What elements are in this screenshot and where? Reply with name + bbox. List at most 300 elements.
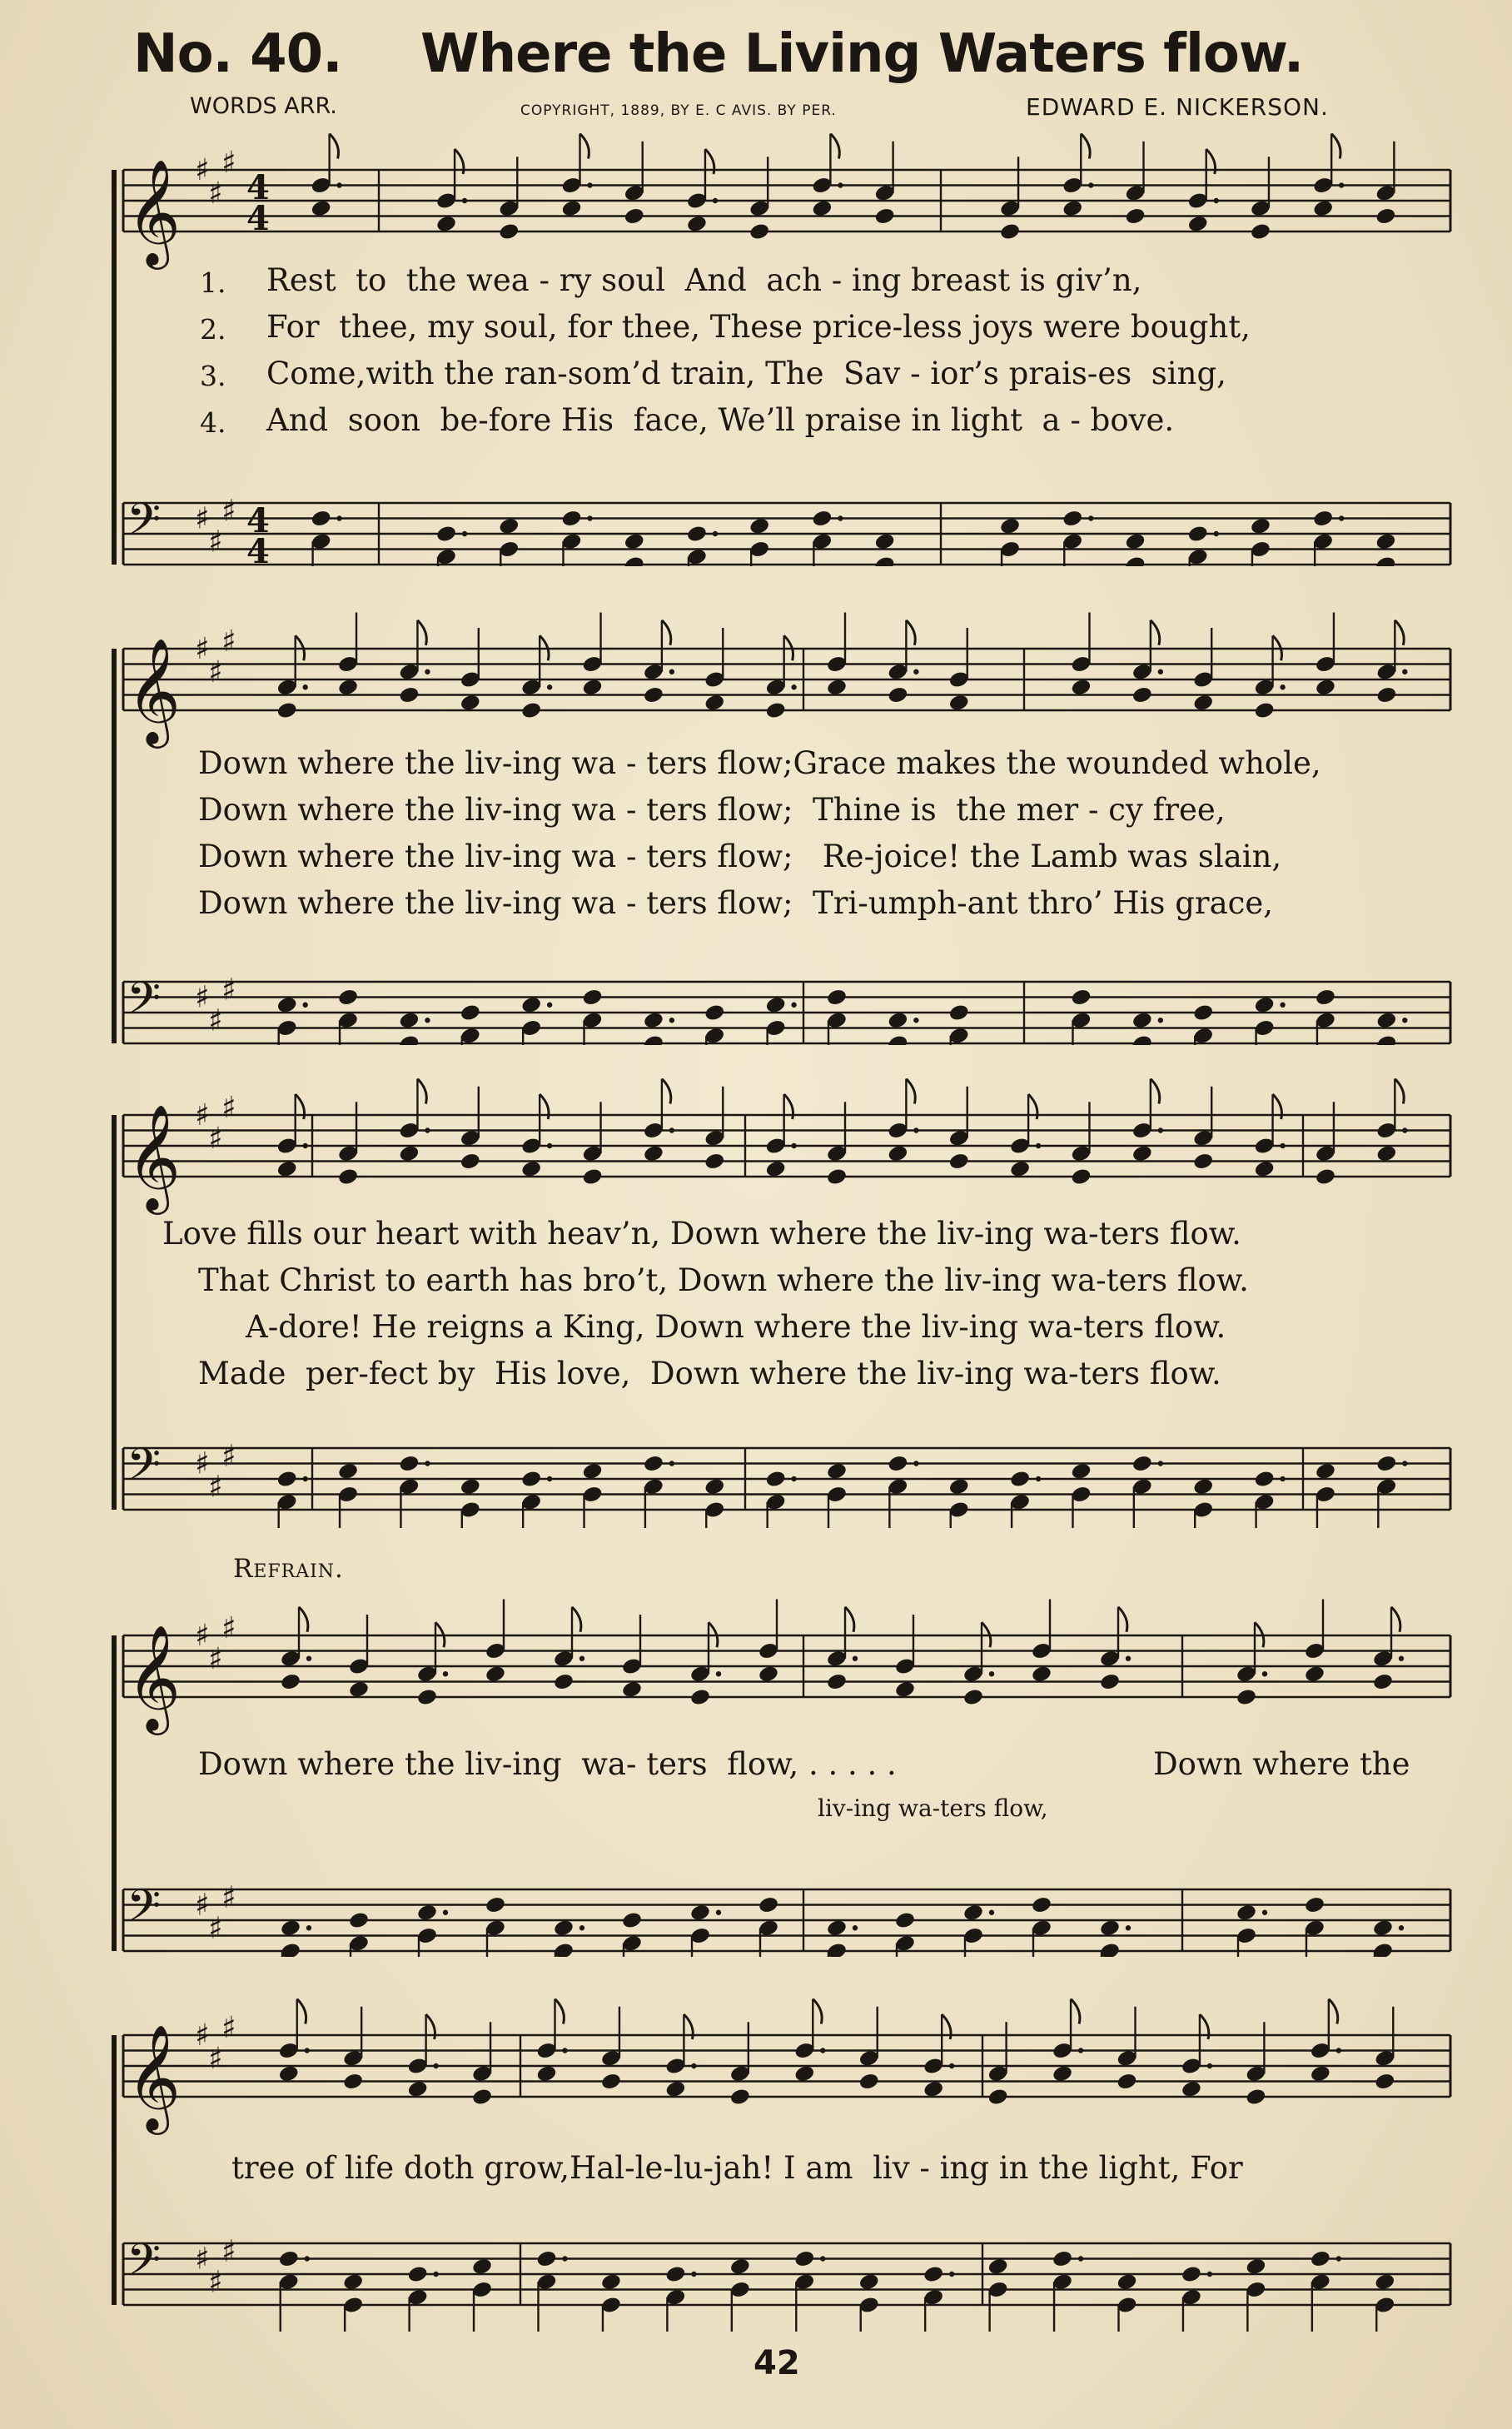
note-head	[1312, 509, 1334, 528]
note-head	[1070, 1461, 1092, 1481]
note-head	[729, 2088, 751, 2107]
dot	[913, 1461, 918, 1466]
note-head	[460, 693, 481, 712]
sharp-icon: ♯	[208, 525, 223, 560]
note-head	[485, 1895, 506, 1914]
treble-clef-icon: 𝄞	[127, 1103, 182, 1210]
dot	[425, 1461, 430, 1466]
dot	[1078, 2256, 1083, 2261]
dot	[791, 1003, 796, 1008]
dot	[1402, 1018, 1407, 1023]
dot	[1336, 2048, 1341, 2053]
note-head	[1052, 2064, 1073, 2083]
note-head	[337, 1461, 359, 1481]
note-head	[1052, 2249, 1073, 2268]
score-staves	[0, 1078, 1512, 1528]
dot	[913, 1018, 918, 1023]
note-head	[1031, 1665, 1052, 1684]
note-head	[1310, 2249, 1331, 2268]
note-head	[858, 2072, 880, 2091]
note-head	[1116, 2272, 1137, 2292]
note-flag	[1331, 134, 1340, 159]
time-signature: 4	[246, 168, 270, 207]
dot	[1402, 669, 1407, 674]
dot	[820, 2048, 825, 2053]
note-head	[643, 1144, 664, 1163]
note-head	[337, 678, 359, 697]
note-head	[729, 2257, 751, 2276]
dot	[1088, 515, 1093, 520]
note-head	[624, 207, 645, 226]
note-head	[498, 516, 520, 535]
note-head	[987, 2257, 1009, 2276]
dot	[1402, 1127, 1407, 1132]
note-head	[758, 1895, 779, 1914]
dot	[302, 1003, 307, 1008]
dot	[1262, 1910, 1267, 1915]
dot	[1262, 1671, 1267, 1676]
note-head	[560, 199, 582, 218]
note-head	[460, 1003, 481, 1023]
sharp-icon: ♯	[221, 1090, 236, 1125]
dot	[1399, 1656, 1404, 1661]
note-head	[643, 1011, 664, 1030]
note-head	[1062, 509, 1083, 528]
lyric-line: That Christ to earth has bro’t, Down where the liv-ing wa-ters flow.	[198, 1262, 1249, 1298]
note-head	[894, 1911, 916, 1930]
dot	[1280, 1143, 1285, 1148]
dot	[1207, 2063, 1212, 2068]
dot	[716, 1671, 721, 1676]
dot	[1126, 1925, 1131, 1930]
dot	[336, 515, 341, 520]
sharp-icon: ♯	[221, 494, 236, 529]
system-brace	[112, 1115, 117, 1510]
dot	[425, 1018, 430, 1023]
sharp-icon: ♯	[208, 1003, 223, 1038]
note-flag	[830, 134, 839, 159]
note-head	[278, 2249, 300, 2268]
dot	[587, 515, 592, 520]
dot	[1339, 182, 1344, 187]
note-flag	[580, 134, 589, 159]
music-system-2	[0, 612, 1512, 1045]
note-head	[1070, 988, 1092, 1007]
dot	[443, 1910, 448, 1915]
sharp-icon: ♯	[221, 973, 236, 1008]
note-flag	[1391, 1607, 1400, 1632]
note-head	[520, 1470, 542, 1489]
treble-clef-icon: 𝄞	[127, 2023, 182, 2130]
note-head	[749, 222, 770, 241]
dot	[1158, 669, 1163, 674]
note-head	[1124, 207, 1146, 226]
note-head	[471, 2257, 493, 2276]
note-head	[435, 525, 457, 544]
dot	[1207, 2272, 1212, 2277]
note-head	[311, 199, 332, 218]
note-head	[887, 1454, 908, 1473]
lyric-line: Down where the liv-ing wa - ters flow; Thine is the mer - cy free,	[198, 792, 1226, 828]
note-head	[1132, 1011, 1153, 1030]
sharp-icon: ♯	[195, 980, 210, 1015]
hymn-title: Where the Living Waters flow.	[420, 23, 1304, 85]
dot	[791, 684, 796, 689]
lyric-line: And soon be-fore His face, We’ll praise in light a - bove.	[266, 402, 1175, 438]
dot	[302, 684, 307, 689]
lyric-line: Down where the	[1153, 1746, 1410, 1782]
note-head	[1192, 693, 1214, 712]
note-head	[407, 2265, 429, 2284]
note-head	[1315, 678, 1336, 697]
note-flag	[662, 620, 671, 645]
note-flag	[330, 134, 339, 159]
dot	[820, 2256, 825, 2261]
note-flag	[299, 1607, 308, 1632]
lyric-line: Come,with the ran-som’d train, The Sav - ior’s prais-es sing,	[266, 356, 1226, 391]
system-brace	[112, 649, 117, 1043]
note-head	[337, 988, 359, 1007]
note-flag	[1151, 620, 1160, 645]
dot	[853, 1925, 858, 1930]
note-head	[826, 1461, 848, 1481]
note-head	[962, 1903, 984, 1922]
lyric-line: tree of life doth grow,Hal-le-lu-jah! I am liv - ing in the light, For	[231, 2150, 1243, 2186]
note-head	[643, 685, 664, 704]
dot	[913, 1127, 918, 1132]
note-head	[1375, 685, 1397, 704]
sharp-icon: ♯	[208, 1121, 223, 1156]
sharp-icon: ♯	[195, 1446, 210, 1481]
treble-clef-icon: 𝄞	[127, 1624, 182, 1730]
dot	[1078, 2048, 1083, 2053]
title-row	[133, 23, 1432, 98]
note-head	[948, 1003, 970, 1023]
note-head	[407, 2079, 429, 2098]
note-head	[1254, 995, 1276, 1014]
music-system-5	[0, 1998, 1512, 2332]
note-head	[1254, 1159, 1276, 1178]
note-head	[342, 2072, 364, 2091]
note-head	[342, 2272, 364, 2292]
note-head	[686, 525, 708, 544]
dot	[713, 531, 718, 536]
sharp-icon: ♯	[195, 153, 210, 187]
sharp-icon: ♯	[195, 632, 210, 666]
note-head	[280, 1919, 301, 1938]
note-head	[689, 1688, 711, 1707]
dot	[305, 2048, 310, 2053]
note-flag	[417, 1079, 426, 1104]
dot	[691, 2272, 696, 2277]
dot	[713, 198, 718, 203]
note-head	[1062, 199, 1083, 218]
note-head	[581, 988, 603, 1007]
dot	[791, 1143, 796, 1148]
bass-clef-icon: 𝄢	[127, 2235, 162, 2297]
treble-clef-icon: 𝄞	[127, 158, 182, 265]
note-head	[398, 1454, 420, 1473]
note-head	[498, 222, 520, 241]
dot	[302, 1143, 307, 1148]
dot	[547, 1003, 552, 1008]
note-head	[398, 685, 420, 704]
note-head	[1236, 1688, 1257, 1707]
words-credit: WORDS ARR.	[190, 93, 337, 119]
note-head	[1374, 2072, 1395, 2091]
dot	[1036, 1476, 1041, 1481]
sharp-icon: ♯	[221, 2234, 236, 2269]
note-head	[664, 2265, 686, 2284]
note-flag	[813, 1999, 822, 2024]
bass-clef-icon: 𝄢	[127, 495, 162, 557]
dot	[1214, 531, 1219, 536]
music-system-3	[0, 1078, 1512, 1528]
note-head	[600, 2272, 622, 2292]
sharp-icon: ♯	[208, 1911, 223, 1946]
verse-number: 4.	[200, 406, 226, 439]
note-head	[348, 1911, 370, 1930]
note-head	[826, 1672, 848, 1691]
note-head	[1132, 1454, 1153, 1473]
note-head	[643, 1454, 664, 1473]
note-flag	[572, 1607, 581, 1632]
note-head	[276, 995, 298, 1014]
note-head	[276, 701, 298, 720]
note-flag	[1118, 1607, 1127, 1632]
dot	[949, 2063, 954, 2068]
page-number: 42	[754, 2344, 800, 2382]
dot	[302, 1476, 307, 1481]
dot	[989, 1671, 994, 1676]
note-head	[749, 516, 770, 535]
note-head	[758, 1665, 779, 1684]
note-head	[621, 1911, 643, 1930]
note-head	[398, 1144, 420, 1163]
note-head	[520, 995, 542, 1014]
sharp-icon: ♯	[208, 2041, 223, 2076]
note-head	[923, 2079, 944, 2098]
lyric-line: Down where the liv-ing wa - ters flow;Grace makes the wounded whole,	[198, 745, 1321, 781]
note-head	[1187, 525, 1209, 544]
dot	[425, 669, 430, 674]
note-head	[416, 1688, 438, 1707]
note-head	[471, 2088, 493, 2107]
note-head	[1372, 1919, 1394, 1938]
sharp-icon: ♯	[195, 501, 210, 536]
dot	[691, 2063, 696, 2068]
lyric-line: Down where the liv-ing wa - ters flow; Re-joice! the Lamb was slain,	[198, 839, 1282, 874]
note-head	[1375, 1011, 1397, 1030]
note-head	[1375, 532, 1396, 551]
note-head	[765, 1159, 787, 1178]
note-head	[858, 2272, 880, 2292]
music-system-4	[0, 1599, 1512, 1957]
dot	[838, 515, 843, 520]
note-head	[1254, 1470, 1276, 1489]
dot	[1402, 1461, 1407, 1466]
dot	[1126, 1656, 1131, 1661]
verse-number: 2.	[200, 313, 226, 346]
note-head	[704, 1477, 725, 1496]
time-signature: 4	[246, 532, 270, 566]
note-head	[535, 2249, 557, 2268]
note-head	[1250, 222, 1271, 241]
note-head	[874, 207, 896, 226]
dot	[547, 684, 552, 689]
sharp-icon: ♯	[195, 2242, 210, 2277]
note-head	[560, 509, 582, 528]
note-head	[1245, 2088, 1266, 2107]
note-head	[1304, 1665, 1325, 1684]
note-flag	[555, 1999, 565, 2024]
note-head	[948, 693, 970, 712]
time-signature: 4	[246, 501, 270, 540]
note-head	[686, 214, 708, 233]
dot	[425, 1127, 430, 1132]
note-head	[1099, 1672, 1121, 1691]
dot	[336, 182, 341, 187]
dot	[306, 1656, 311, 1661]
sharp-icon: ♯	[221, 1610, 236, 1645]
verse-number: 3.	[200, 360, 226, 392]
note-head	[1132, 685, 1153, 704]
dot	[791, 1476, 796, 1481]
note-head	[276, 1159, 298, 1178]
score-staves	[0, 133, 1512, 566]
sharp-icon: ♯	[221, 1880, 236, 1915]
note-head	[811, 509, 833, 528]
note-head	[1245, 2257, 1266, 2276]
note-head	[1116, 2072, 1137, 2091]
dot	[1336, 2256, 1341, 2261]
bass-clef-icon: 𝄢	[127, 1440, 162, 1502]
dot	[1339, 515, 1344, 520]
note-head	[520, 701, 542, 720]
dot	[306, 1925, 311, 1930]
sharp-icon: ♯	[208, 176, 223, 211]
note-head	[435, 214, 457, 233]
hymn-number: No. 40.	[133, 23, 342, 85]
note-head	[793, 2249, 815, 2268]
note-flag	[662, 1079, 671, 1104]
note-head	[276, 1470, 298, 1489]
lyric-line: Down where the liv-ing wa - ters flow; Tri-umph-ant thro’ His grace,	[198, 885, 1274, 921]
note-head	[398, 1011, 420, 1030]
note-head	[1315, 1461, 1336, 1481]
note-flag	[845, 1607, 854, 1632]
note-head	[348, 1680, 370, 1699]
system-brace	[112, 2035, 117, 2305]
note-head	[826, 988, 848, 1007]
dot	[669, 669, 674, 674]
dot	[433, 2272, 438, 2277]
note-head	[1315, 988, 1336, 1007]
note-flag	[1081, 134, 1090, 159]
dot	[1280, 1476, 1285, 1481]
music-system-1	[0, 133, 1512, 566]
note-head	[1312, 199, 1334, 218]
system-brace	[112, 1635, 117, 1951]
dot	[1088, 182, 1093, 187]
note-head	[621, 1680, 643, 1699]
sharp-icon: ♯	[208, 655, 223, 689]
dot	[1280, 1003, 1285, 1008]
treble-clef-icon: 𝄞	[127, 637, 182, 744]
note-head	[1374, 2272, 1395, 2292]
note-head	[1375, 1144, 1397, 1163]
note-flag	[1395, 1079, 1404, 1104]
dot	[1280, 684, 1285, 689]
note-head	[987, 2088, 1009, 2107]
note-head	[948, 1477, 970, 1496]
note-head	[793, 2064, 815, 2083]
verse-number: 1.	[200, 266, 226, 299]
dot	[853, 1656, 858, 1661]
system-brace	[112, 170, 117, 565]
note-head	[1375, 207, 1396, 226]
note-head	[1236, 1903, 1257, 1922]
dot	[579, 1656, 584, 1661]
dot	[716, 1910, 721, 1915]
score-staves	[0, 612, 1512, 1045]
note-head	[581, 1167, 603, 1187]
note-head	[1315, 1167, 1336, 1187]
lyric-line: Made per-fect by His love, Down where the liv-ing wa-ters flow.	[198, 1356, 1221, 1391]
note-head	[1304, 1895, 1325, 1914]
note-head	[887, 1011, 908, 1030]
dot	[547, 1143, 552, 1148]
note-head	[1254, 701, 1276, 720]
note-flag	[297, 1999, 306, 2024]
note-head	[826, 1919, 848, 1938]
note-flag	[417, 620, 426, 645]
sharp-icon: ♯	[221, 624, 236, 659]
sharp-icon: ♯	[195, 1098, 210, 1132]
dot	[562, 2256, 567, 2261]
note-flag	[1395, 620, 1404, 645]
note-head	[765, 1470, 787, 1489]
dot	[838, 182, 843, 187]
note-head	[1192, 1152, 1214, 1171]
note-head	[553, 1919, 574, 1938]
lyric-line: Rest to the wea - ry soul And ach - ing breast is giv’n,	[266, 262, 1142, 298]
dot	[547, 1476, 552, 1481]
note-head	[1250, 516, 1271, 535]
note-head	[962, 1688, 984, 1707]
note-head	[704, 1152, 725, 1171]
note-head	[1372, 1672, 1394, 1691]
echo-lyric: liv-ing wa-ters flow,	[818, 1794, 1048, 1822]
note-flag	[1329, 1999, 1338, 2024]
copyright-notice: COPYRIGHT, 1889, BY E. C AVIS. BY PER.	[520, 102, 837, 119]
dot	[1036, 1143, 1041, 1148]
note-head	[704, 693, 725, 712]
dot	[669, 1018, 674, 1023]
note-head	[874, 532, 896, 551]
note-head	[1132, 1144, 1153, 1163]
note-head	[1181, 2265, 1202, 2284]
note-head	[460, 1152, 481, 1171]
note-flag	[906, 1079, 915, 1104]
lyric-line: For thee, my soul, for thee, These price-less joys were bought,	[266, 309, 1251, 345]
time-signature: 4	[246, 199, 270, 238]
note-head	[1310, 2064, 1331, 2083]
dot	[579, 1925, 584, 1930]
lyric-line: A-dore! He reigns a King, Down where the liv-ing wa-ters flow.	[246, 1309, 1226, 1345]
note-head	[1070, 1167, 1092, 1187]
sharp-icon: ♯	[221, 1439, 236, 1474]
